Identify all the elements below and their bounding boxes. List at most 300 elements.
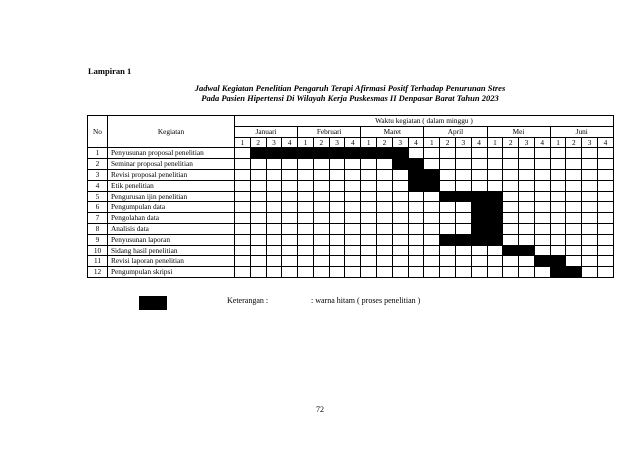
schedule-cell [282, 234, 298, 245]
schedule-cell [392, 234, 408, 245]
schedule-cell [392, 223, 408, 234]
schedule-cell-filled [471, 213, 487, 224]
row-number: 5 [88, 191, 108, 202]
schedule-cell [471, 180, 487, 191]
schedule-cell [282, 267, 298, 278]
schedule-cell [408, 234, 424, 245]
table-row [88, 245, 614, 256]
activity-name: Etik penelitian [108, 180, 235, 191]
schedule-cell [361, 234, 377, 245]
schedule-cell [266, 191, 282, 202]
table-row [88, 223, 614, 234]
activity-name: Pengumpulan skripsi [108, 267, 235, 278]
schedule-cell [298, 223, 314, 234]
week-header: 4 [471, 137, 487, 148]
schedule-cell [550, 245, 566, 256]
row-number: 11 [88, 256, 108, 267]
table-row [88, 159, 614, 170]
row-number: 2 [88, 159, 108, 170]
week-header: 4 [534, 137, 550, 148]
schedule-cell-filled [471, 202, 487, 213]
week-header: 1 [298, 137, 314, 148]
week-header: 2 [440, 137, 456, 148]
legend-swatch [139, 296, 167, 310]
month-header: Juni [550, 126, 613, 137]
schedule-cell [392, 202, 408, 213]
schedule-cell [361, 180, 377, 191]
schedule-cell [455, 223, 471, 234]
schedule-cell [377, 234, 393, 245]
schedule-cell-filled [408, 180, 424, 191]
schedule-cell [550, 148, 566, 159]
row-number: 12 [88, 267, 108, 278]
schedule-cell-filled [266, 148, 282, 159]
schedule-cell [266, 213, 282, 224]
schedule-cell [519, 169, 535, 180]
schedule-cell [345, 234, 361, 245]
table-row [88, 213, 614, 224]
schedule-cell-filled [550, 267, 566, 278]
schedule-cell-filled [313, 148, 329, 159]
schedule-cell [345, 245, 361, 256]
schedule-cell [534, 267, 550, 278]
schedule-cell [282, 245, 298, 256]
schedule-cell-filled [408, 159, 424, 170]
schedule-cell-filled [424, 169, 440, 180]
schedule-cell [266, 245, 282, 256]
schedule-cell [361, 169, 377, 180]
schedule-cell [313, 245, 329, 256]
activity-name: Revisi proposal penelitian [108, 169, 235, 180]
schedule-cell [534, 191, 550, 202]
schedule-cell [424, 202, 440, 213]
schedule-cell [345, 180, 361, 191]
schedule-cell [377, 256, 393, 267]
schedule-cell [519, 267, 535, 278]
activity-name: Revisi laporan penelitian [108, 256, 235, 267]
schedule-cell [550, 213, 566, 224]
schedule-cell [235, 213, 251, 224]
schedule-cell-filled [377, 148, 393, 159]
schedule-cell-filled [361, 148, 377, 159]
schedule-cell [408, 202, 424, 213]
schedule-cell-filled [298, 148, 314, 159]
schedule-cell [345, 169, 361, 180]
schedule-cell [582, 191, 598, 202]
schedule-cell-filled [345, 148, 361, 159]
activity-name: Pengumpulan data [108, 202, 235, 213]
table-row [88, 256, 614, 267]
schedule-cell [313, 180, 329, 191]
schedule-cell [566, 180, 582, 191]
schedule-cell [582, 256, 598, 267]
schedule-cell [361, 202, 377, 213]
schedule-cell [424, 234, 440, 245]
schedule-cell [298, 169, 314, 180]
schedule-cell [313, 191, 329, 202]
activity-name: Analisis data [108, 223, 235, 234]
header-kegiatan: Kegiatan [108, 116, 235, 148]
schedule-cell [329, 180, 345, 191]
schedule-cell [282, 159, 298, 170]
schedule-cell [550, 223, 566, 234]
schedule-cell-filled [471, 234, 487, 245]
schedule-cell [266, 159, 282, 170]
schedule-cell [455, 169, 471, 180]
schedule-cell [582, 148, 598, 159]
schedule-cell [455, 267, 471, 278]
schedule-cell [519, 159, 535, 170]
schedule-cell [566, 256, 582, 267]
schedule-cell [235, 223, 251, 234]
schedule-cell [582, 234, 598, 245]
schedule-cell [424, 191, 440, 202]
schedule-cell [471, 169, 487, 180]
schedule-cell [597, 234, 613, 245]
document-title-line-2: Pada Pasien Hipertensi Di Wilayah Kerja Puskesmas II Denpasar Barat Tahun 2023 [201, 93, 499, 103]
schedule-cell [408, 256, 424, 267]
schedule-cell-filled [503, 245, 519, 256]
schedule-cell [597, 191, 613, 202]
schedule-cell [519, 202, 535, 213]
schedule-cell [361, 191, 377, 202]
schedule-cell [250, 234, 266, 245]
schedule-cell-filled [408, 169, 424, 180]
schedule-cell [235, 234, 251, 245]
schedule-cell [424, 223, 440, 234]
schedule-cell [534, 213, 550, 224]
week-header: 2 [250, 137, 266, 148]
week-header: 2 [503, 137, 519, 148]
schedule-cell [519, 148, 535, 159]
legend-description: : warna hitam ( proses penelitian ) [311, 296, 421, 305]
schedule-cell [266, 267, 282, 278]
week-header: 2 [313, 137, 329, 148]
schedule-cell [392, 256, 408, 267]
activity-name: Sidang hasil penelitian [108, 245, 235, 256]
schedule-cell [329, 159, 345, 170]
week-header: 3 [266, 137, 282, 148]
lampiran-label: Lampiran 1 [88, 66, 132, 76]
schedule-cell [455, 159, 471, 170]
schedule-cell [566, 213, 582, 224]
table-row [88, 180, 614, 191]
schedule-cell [503, 267, 519, 278]
month-header: Februari [298, 126, 361, 137]
schedule-cell [298, 245, 314, 256]
schedule-cell [392, 245, 408, 256]
schedule-cell [345, 223, 361, 234]
schedule-cell [377, 223, 393, 234]
schedule-cell [503, 213, 519, 224]
schedule-cell [266, 223, 282, 234]
schedule-cell [250, 223, 266, 234]
page-number: 72 [316, 405, 324, 414]
schedule-cell [329, 267, 345, 278]
schedule-cell [377, 267, 393, 278]
schedule-cell [235, 159, 251, 170]
schedule-cell [250, 159, 266, 170]
schedule-cell [519, 191, 535, 202]
schedule-cell [298, 213, 314, 224]
week-header: 1 [550, 137, 566, 148]
week-header: 1 [487, 137, 503, 148]
schedule-cell [471, 256, 487, 267]
schedule-cell [298, 234, 314, 245]
schedule-cell [345, 213, 361, 224]
header-row-waktu [88, 116, 614, 127]
schedule-cell [329, 169, 345, 180]
schedule-cell [519, 180, 535, 191]
schedule-cell [313, 256, 329, 267]
schedule-cell [250, 202, 266, 213]
schedule-cell [282, 256, 298, 267]
schedule-cell [471, 159, 487, 170]
schedule-cell [455, 202, 471, 213]
schedule-cell [250, 256, 266, 267]
schedule-cell [298, 159, 314, 170]
schedule-cell [329, 234, 345, 245]
schedule-cell [440, 169, 456, 180]
month-header: Maret [361, 126, 424, 137]
schedule-table [87, 115, 614, 278]
schedule-cell [471, 267, 487, 278]
schedule-cell-filled [534, 256, 550, 267]
schedule-cell [455, 213, 471, 224]
schedule-cell [440, 256, 456, 267]
schedule-cell [597, 202, 613, 213]
schedule-cell [392, 267, 408, 278]
month-header: Januari [235, 126, 298, 137]
schedule-cell [235, 245, 251, 256]
table-row [88, 191, 614, 202]
schedule-cell [487, 159, 503, 170]
schedule-cell [250, 245, 266, 256]
schedule-cell [392, 191, 408, 202]
schedule-cell [392, 180, 408, 191]
schedule-cell [503, 202, 519, 213]
month-header: April [424, 126, 487, 137]
schedule-cell [377, 180, 393, 191]
schedule-cell-filled [487, 213, 503, 224]
schedule-cell [566, 223, 582, 234]
schedule-cell [361, 159, 377, 170]
schedule-cell [534, 180, 550, 191]
schedule-cell [550, 234, 566, 245]
schedule-cell [471, 148, 487, 159]
week-header: 3 [519, 137, 535, 148]
week-header: 1 [235, 137, 251, 148]
schedule-cell [566, 202, 582, 213]
schedule-cell-filled [440, 191, 456, 202]
schedule-cell [329, 202, 345, 213]
row-number: 6 [88, 202, 108, 213]
schedule-cell [440, 148, 456, 159]
schedule-cell [440, 213, 456, 224]
week-header: 4 [408, 137, 424, 148]
activity-name: Penyusunan laporan [108, 234, 235, 245]
schedule-cell [266, 180, 282, 191]
schedule-cell [298, 256, 314, 267]
schedule-cell [329, 223, 345, 234]
schedule-cell [250, 180, 266, 191]
schedule-cell [487, 267, 503, 278]
schedule-cell [550, 180, 566, 191]
schedule-cell [345, 256, 361, 267]
schedule-cell [455, 148, 471, 159]
week-header: 2 [377, 137, 393, 148]
activity-name: Seminar proposal penelitian [108, 159, 235, 170]
schedule-cell-filled [471, 223, 487, 234]
week-header: 3 [329, 137, 345, 148]
schedule-cell [582, 180, 598, 191]
schedule-cell [408, 267, 424, 278]
schedule-cell [345, 191, 361, 202]
row-number: 1 [88, 148, 108, 159]
schedule-cell [361, 245, 377, 256]
schedule-cell-filled [566, 267, 582, 278]
schedule-cell [235, 202, 251, 213]
schedule-cell-filled [455, 234, 471, 245]
schedule-cell [250, 191, 266, 202]
schedule-cell [582, 159, 598, 170]
schedule-cell [298, 202, 314, 213]
schedule-cell [408, 191, 424, 202]
week-header: 4 [282, 137, 298, 148]
schedule-cell [534, 169, 550, 180]
schedule-cell [550, 191, 566, 202]
schedule-cell [550, 169, 566, 180]
schedule-cell-filled [440, 234, 456, 245]
schedule-cell [566, 169, 582, 180]
week-header: 3 [455, 137, 471, 148]
schedule-cell [534, 223, 550, 234]
activity-name: Penyusunan proposal penelitian [108, 148, 235, 159]
schedule-cell [361, 267, 377, 278]
schedule-cell-filled [519, 245, 535, 256]
schedule-cell-filled [282, 148, 298, 159]
schedule-cell [329, 245, 345, 256]
activity-name: Pengolahan data [108, 213, 235, 224]
schedule-cell [282, 202, 298, 213]
schedule-cell [440, 202, 456, 213]
schedule-cell [550, 159, 566, 170]
schedule-cell [266, 234, 282, 245]
schedule-cell [282, 213, 298, 224]
schedule-cell-filled [250, 148, 266, 159]
schedule-cell [440, 180, 456, 191]
schedule-cell [424, 256, 440, 267]
schedule-cell [408, 213, 424, 224]
schedule-cell [313, 223, 329, 234]
schedule-cell [582, 223, 598, 234]
schedule-cell [597, 245, 613, 256]
month-header: Mei [487, 126, 550, 137]
schedule-cell [534, 234, 550, 245]
week-header: 4 [597, 137, 613, 148]
row-number: 3 [88, 169, 108, 180]
schedule-cell [534, 148, 550, 159]
week-header: 2 [566, 137, 582, 148]
schedule-cell [455, 256, 471, 267]
schedule-cell [282, 180, 298, 191]
schedule-cell [392, 213, 408, 224]
row-number: 9 [88, 234, 108, 245]
schedule-cell [503, 159, 519, 170]
schedule-cell [550, 202, 566, 213]
schedule-cell [582, 245, 598, 256]
schedule-cell [519, 234, 535, 245]
schedule-cell [250, 267, 266, 278]
schedule-cell [266, 256, 282, 267]
schedule-cell [597, 223, 613, 234]
schedule-cell [298, 191, 314, 202]
schedule-cell [235, 191, 251, 202]
schedule-cell [424, 148, 440, 159]
schedule-cell [440, 245, 456, 256]
schedule-cell [597, 169, 613, 180]
schedule-cell [377, 245, 393, 256]
schedule-cell [313, 159, 329, 170]
schedule-cell [329, 191, 345, 202]
schedule-cell [487, 256, 503, 267]
schedule-cell [266, 169, 282, 180]
schedule-cell [440, 159, 456, 170]
schedule-cell [361, 213, 377, 224]
schedule-cell [566, 148, 582, 159]
schedule-cell [235, 267, 251, 278]
activity-name: Pengurusan ijin penelitian [108, 191, 235, 202]
schedule-cell [408, 245, 424, 256]
schedule-cell [329, 256, 345, 267]
schedule-cell [250, 213, 266, 224]
schedule-cell [534, 245, 550, 256]
schedule-cell [313, 234, 329, 245]
schedule-cell [440, 267, 456, 278]
schedule-cell [582, 169, 598, 180]
schedule-cell [534, 159, 550, 170]
schedule-cell [377, 202, 393, 213]
schedule-cell [534, 202, 550, 213]
week-header: 1 [424, 137, 440, 148]
schedule-cell [503, 256, 519, 267]
schedule-cell [597, 148, 613, 159]
schedule-cell [313, 169, 329, 180]
schedule-cell [235, 180, 251, 191]
week-header: 4 [345, 137, 361, 148]
schedule-cell [377, 213, 393, 224]
schedule-cell [566, 191, 582, 202]
schedule-cell [392, 169, 408, 180]
schedule-cell [519, 213, 535, 224]
schedule-cell [424, 159, 440, 170]
schedule-cell [282, 191, 298, 202]
schedule-cell [503, 148, 519, 159]
week-header: 3 [392, 137, 408, 148]
schedule-cell [455, 180, 471, 191]
schedule-cell [424, 213, 440, 224]
schedule-cell [377, 159, 393, 170]
legend-label: Keterangan : [227, 296, 269, 305]
schedule-cell [487, 245, 503, 256]
schedule-cell-filled [424, 180, 440, 191]
schedule-cell [566, 245, 582, 256]
schedule-cell [329, 213, 345, 224]
table-row [88, 267, 614, 278]
schedule-cell [503, 191, 519, 202]
row-number: 4 [88, 180, 108, 191]
schedule-cell-filled [471, 191, 487, 202]
